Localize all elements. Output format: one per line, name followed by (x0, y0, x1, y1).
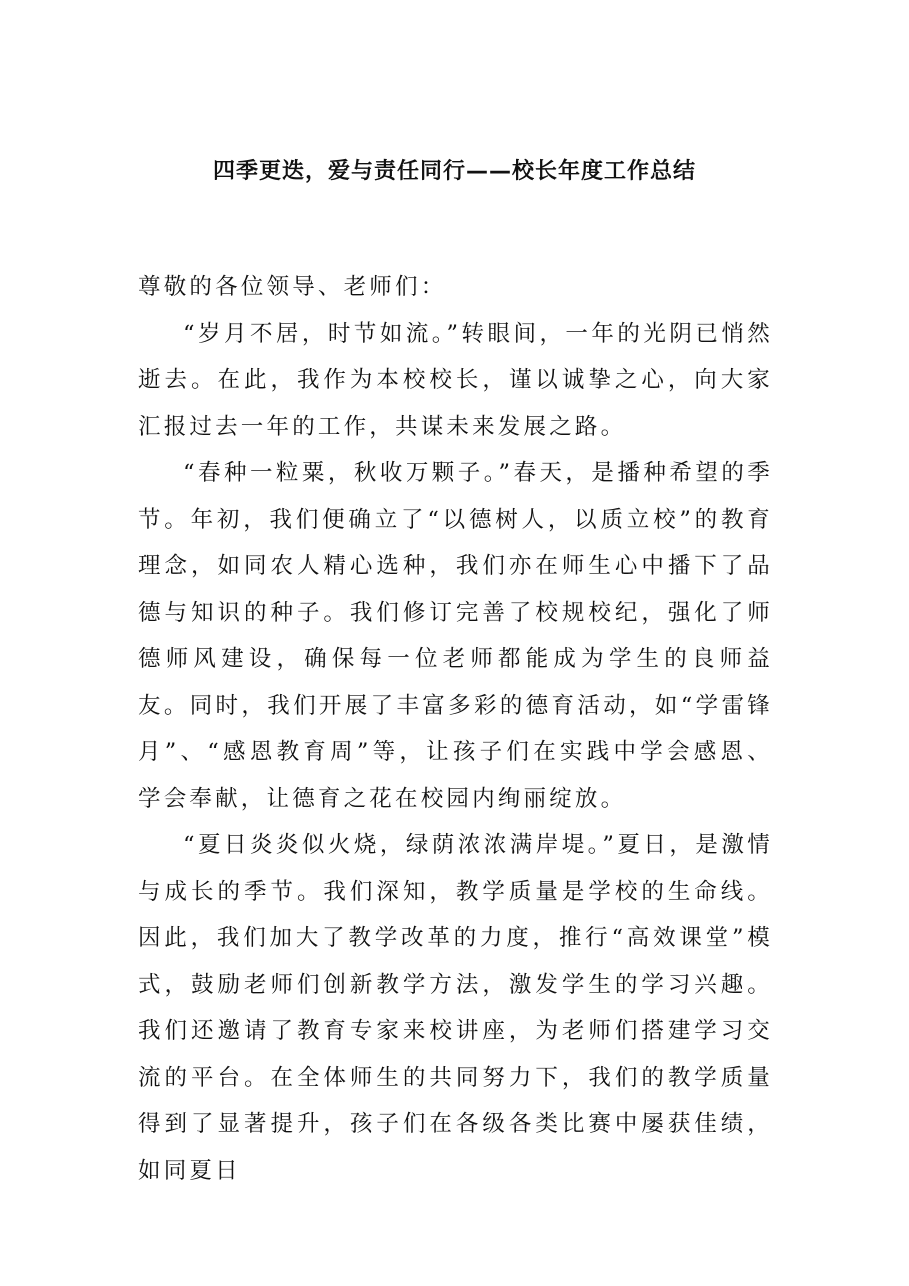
document-body (138, 264, 773, 1194)
paragraph-summer: “夏日炎炎似火烧，绿荫浓浓满岸堤。”夏日，是激情与成长的季节。我们深知，教学质量是学校的生命线。因此，我们加大了教学改革的力度，推行“高效课堂”模式，鼓励老师们创新教学方法，激发学生的学习兴趣。我们还邀请了教育专家来校讲座，为老师们搭建学习交流的平台。在全体师生的共同努力下，我们的教学质量得到了显著提升，孩子们在各级各类比赛中屡获佳绩，如同夏日 (138, 832, 773, 1184)
salutation: 尊敬的各位领导、老师们： (138, 274, 447, 300)
paragraph-intro: “岁月不居，时节如流。”转眼间，一年的光阴已悄然逝去。在此，我作为本校校长，谨以诚挚之心，向大家汇报过去一年的工作，共谋未来发展之路。 (138, 320, 773, 440)
document-title: 四季更迭，爱与责任同行——校长年度工作总结 (212, 159, 696, 184)
paragraph-spring: “春种一粒粟，秋收万颗子。”春天，是播种希望的季节。年初，我们便确立了“以德树人，以质立校”的教育理念，如同农人精心选种，我们亦在师生心中播下了品德与知识的种子。我们修订完善了校规校纪，强化了师德师风建设，确保每一位老师都能成为学生的良师益友。同时，我们开展了丰富多彩的德育活动，如“学雷锋月”、“感恩教育周”等，让孩子们在实践中学会感恩、学会奉献，让德育之花在校园内绚丽绽放。 (138, 460, 773, 812)
